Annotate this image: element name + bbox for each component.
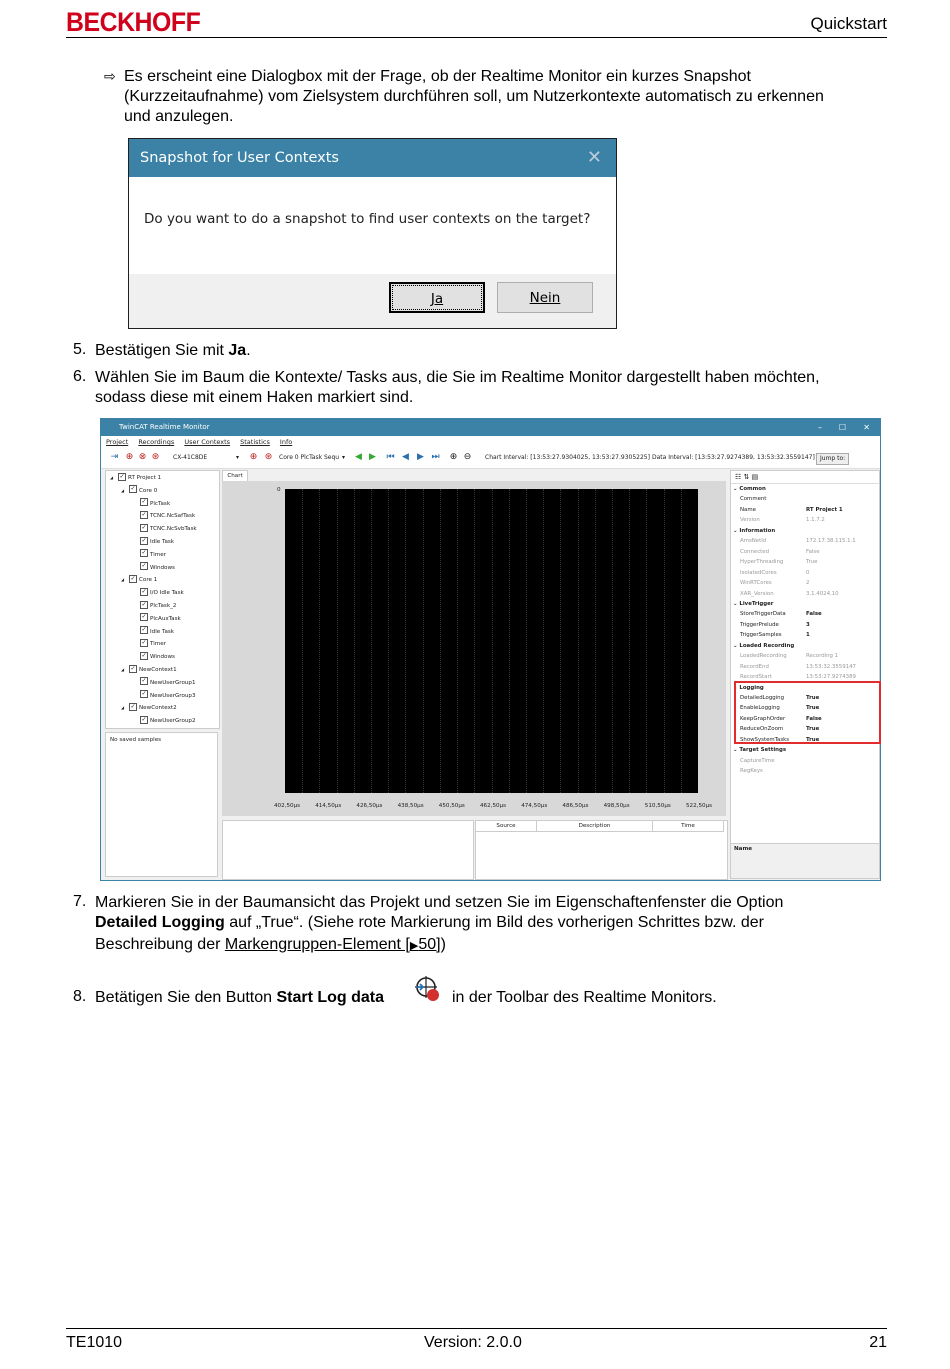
close-icon[interactable]: ✕ bbox=[586, 147, 602, 168]
tree-item[interactable] bbox=[132, 524, 197, 534]
grid-line bbox=[681, 489, 682, 793]
property-category[interactable] bbox=[731, 641, 879, 651]
property-row[interactable] bbox=[731, 651, 879, 661]
tree-item-label: Windows bbox=[150, 654, 175, 661]
property-value[interactable]: True bbox=[806, 705, 820, 712]
property-key: TriggerPrelude bbox=[740, 621, 779, 628]
intro-line-3: und anzulegen. bbox=[124, 108, 234, 125]
x-tick-label: 438,50µs bbox=[397, 803, 424, 809]
dialog-title: Snapshot for User Contexts bbox=[140, 150, 339, 166]
property-key: RecordEnd bbox=[740, 663, 769, 670]
property-key: TriggerSamples bbox=[740, 632, 782, 639]
property-key: StoreTriggerData bbox=[740, 611, 786, 618]
tree-item-label: PlcTask bbox=[150, 500, 171, 507]
checkbox-checked-icon[interactable]: ✓ bbox=[141, 690, 147, 698]
property-row[interactable] bbox=[731, 609, 879, 619]
tree-item[interactable] bbox=[110, 473, 161, 483]
property-key: IsolatedCores bbox=[740, 569, 777, 576]
sort-icon[interactable]: ⇅ bbox=[743, 473, 750, 481]
property-value[interactable]: 13:53:32.3559147 bbox=[806, 663, 856, 670]
checkbox-checked-icon[interactable]: ✓ bbox=[141, 587, 147, 595]
x-tick-label: 486,50µs bbox=[562, 803, 589, 809]
tree-item-label: TCNC.NcSafTask bbox=[150, 513, 196, 520]
property-row[interactable] bbox=[731, 766, 879, 776]
no-label: Nein bbox=[529, 290, 561, 306]
grid-line bbox=[423, 489, 424, 793]
footer-version: Version: 2.0.0 bbox=[424, 1334, 522, 1351]
logging-highlight bbox=[734, 681, 881, 744]
dialog-title-bar bbox=[129, 139, 616, 177]
grid-line bbox=[646, 489, 647, 793]
checkbox-checked-icon[interactable]: ✓ bbox=[141, 523, 147, 531]
property-row[interactable] bbox=[731, 662, 879, 672]
record-icon[interactable]: ⊕ bbox=[249, 452, 258, 462]
tree-item[interactable] bbox=[132, 627, 174, 637]
grid-line bbox=[612, 489, 613, 793]
property-category-label: ⌄ Target Settings bbox=[733, 747, 787, 754]
y-axis-zero: 0 bbox=[277, 487, 281, 493]
tree-item[interactable] bbox=[132, 511, 195, 521]
property-description bbox=[731, 843, 879, 878]
checkbox-checked-icon[interactable]: ✓ bbox=[141, 498, 147, 506]
tree-item-label: NewUserGroup2 bbox=[150, 718, 196, 725]
property-value[interactable]: False bbox=[806, 611, 822, 618]
property-value[interactable]: True bbox=[806, 559, 818, 566]
tree-item[interactable] bbox=[132, 614, 181, 624]
tree-item[interactable] bbox=[132, 691, 196, 701]
monitor-toolbar bbox=[101, 448, 880, 469]
tree-item[interactable] bbox=[132, 716, 196, 726]
grid-line bbox=[354, 489, 355, 793]
property-value[interactable]: 1 bbox=[806, 632, 810, 639]
log-table bbox=[475, 820, 728, 880]
tree-item-label: I/O Idle Task bbox=[150, 590, 184, 597]
step-7-line-3: Beschreibung der Markengruppen-Element [▶50]) bbox=[95, 936, 446, 953]
tree-item-label: Windows bbox=[150, 564, 175, 571]
checkbox-checked-icon[interactable]: ✓ bbox=[141, 549, 147, 557]
step-6-number: 6. bbox=[73, 368, 87, 385]
tree-item[interactable] bbox=[132, 639, 166, 649]
expand-icon[interactable]: ◢ bbox=[121, 487, 125, 493]
tree-item-label: NewUserGroup3 bbox=[150, 692, 196, 699]
footer-rule bbox=[66, 1328, 887, 1329]
tab-chart[interactable]: Chart bbox=[222, 470, 248, 482]
step-6-line-1: Wählen Sie im Baum die Kontexte/ Tasks aus, die Sie im Realtime Monitor dargestellt haben möchten, bbox=[95, 369, 820, 386]
tree-item-label: Timer bbox=[150, 641, 166, 648]
x-tick-label: 450,50µs bbox=[438, 803, 465, 809]
grid-line bbox=[388, 489, 389, 793]
core-select[interactable]: Core 0 PlcTask Sequ bbox=[279, 454, 340, 461]
property-row[interactable] bbox=[731, 578, 879, 588]
property-row[interactable] bbox=[731, 494, 879, 504]
property-key: Name bbox=[740, 506, 756, 513]
chart-plot bbox=[285, 489, 698, 793]
step-forward-icon[interactable]: ▶ bbox=[417, 452, 424, 462]
column-description[interactable]: Description bbox=[537, 821, 653, 832]
tree-item-label: NewContext1 bbox=[139, 667, 177, 673]
property-value[interactable]: 2 bbox=[806, 580, 810, 587]
checkbox-checked-icon[interactable]: ✓ bbox=[141, 536, 147, 544]
grid-line bbox=[629, 489, 630, 793]
tree-item[interactable] bbox=[132, 588, 184, 598]
stop-log-icon[interactable]: ⊗ bbox=[138, 452, 147, 462]
property-row[interactable] bbox=[731, 557, 879, 567]
tree-item[interactable] bbox=[121, 703, 177, 713]
property-key: ReduceOnZoom bbox=[740, 726, 784, 733]
next-icon[interactable]: ▶ bbox=[369, 452, 376, 462]
beckhoff-logo: BECKHOFF bbox=[66, 7, 201, 37]
property-row[interactable] bbox=[731, 589, 879, 599]
monitor-menu-bar bbox=[101, 436, 880, 448]
property-key: HyperThreading bbox=[740, 559, 784, 566]
tree-item-label: Idle Task bbox=[150, 539, 175, 545]
property-category[interactable] bbox=[731, 526, 879, 536]
dialog-footer bbox=[129, 274, 616, 328]
start-log-data-icon bbox=[412, 974, 442, 1004]
x-tick-label: 414,50µs bbox=[315, 803, 342, 809]
property-key: RecordStart bbox=[740, 674, 772, 681]
property-category[interactable] bbox=[731, 484, 879, 494]
checkbox-checked-icon[interactable]: ✓ bbox=[141, 677, 147, 685]
menu-project[interactable]: Project bbox=[106, 438, 129, 446]
property-value[interactable]: True bbox=[806, 695, 820, 701]
property-category[interactable] bbox=[731, 745, 879, 755]
grid-line bbox=[371, 489, 372, 793]
property-category-label: ⌄ Information bbox=[733, 527, 776, 534]
details-panel bbox=[222, 820, 474, 880]
property-row[interactable] bbox=[731, 536, 879, 546]
grid-line bbox=[526, 489, 527, 793]
x-tick-label: 426,50µs bbox=[356, 803, 383, 809]
checkbox-checked-icon[interactable]: ✓ bbox=[141, 626, 147, 634]
chart-area bbox=[222, 481, 726, 816]
property-value[interactable]: True bbox=[806, 726, 820, 733]
expand-icon[interactable]: ◢ bbox=[110, 475, 114, 480]
step-8-text-a: Betätigen Sie den Button Start Log data bbox=[95, 989, 385, 1006]
step-8-text-b: in der Toolbar des Realtime Monitors. bbox=[452, 989, 717, 1006]
property-category-label: ⌄ LiveTrigger bbox=[733, 600, 774, 607]
property-category-label: ⌄ Common bbox=[733, 486, 766, 492]
grid-line bbox=[457, 489, 458, 793]
grid-line bbox=[405, 489, 406, 793]
grid-line bbox=[302, 489, 303, 793]
property-row[interactable] bbox=[731, 568, 879, 578]
step-5-number: 5. bbox=[73, 341, 87, 358]
tree-item[interactable] bbox=[132, 601, 176, 611]
checkbox-checked-icon[interactable]: ✓ bbox=[130, 485, 136, 493]
tree-item[interactable] bbox=[121, 665, 177, 675]
checkbox-checked-icon[interactable]: ✓ bbox=[141, 715, 147, 723]
grid-line bbox=[337, 489, 338, 793]
checkbox-checked-icon[interactable]: ✓ bbox=[141, 613, 147, 621]
checkbox-checked-icon[interactable]: ✓ bbox=[119, 472, 125, 480]
saved-samples-panel: No saved samples bbox=[105, 732, 218, 877]
grid-line bbox=[543, 489, 544, 793]
property-value[interactable]: 1.1.7.2 bbox=[806, 517, 825, 524]
snapshot-dialog bbox=[128, 138, 617, 329]
step-7-line-2: Detailed Logging auf „True“. (Siehe rote Markierung im Bild des vorherigen Schrittes bzw. der bbox=[95, 914, 764, 931]
tree-item[interactable] bbox=[132, 499, 170, 509]
x-tick-label: 498,50µs bbox=[603, 803, 630, 809]
x-tick-label: 402,50µs bbox=[274, 803, 301, 809]
property-value[interactable]: False bbox=[806, 548, 820, 555]
tree-item[interactable] bbox=[121, 575, 157, 585]
expand-icon[interactable]: ◢ bbox=[121, 667, 125, 672]
menu-info[interactable]: Info bbox=[279, 438, 293, 446]
step-7-line-1: Markieren Sie in der Baumansicht das Projekt und setzen Sie im Eigenschaftenfenster die Option bbox=[95, 894, 784, 911]
realtime-monitor-window bbox=[100, 418, 881, 881]
tree-item-label: PlcTask_2 bbox=[150, 603, 177, 609]
tree-item[interactable] bbox=[132, 563, 175, 573]
property-category[interactable] bbox=[731, 599, 879, 609]
property-key: LoadedRecording bbox=[740, 653, 787, 660]
grid-line bbox=[595, 489, 596, 793]
trigger-icon[interactable]: ⊛ bbox=[264, 452, 273, 462]
property-key: Version bbox=[740, 517, 760, 524]
property-key: Connected bbox=[740, 548, 770, 555]
property-key: ShowSystemTasks bbox=[740, 736, 790, 743]
tree-item[interactable] bbox=[121, 486, 157, 496]
chevron-down-icon[interactable]: ▾ bbox=[236, 454, 240, 461]
step-back-icon[interactable]: ◀ bbox=[402, 452, 409, 462]
tree-item-label: Timer bbox=[150, 551, 166, 558]
zoom-in-icon[interactable]: ⊕ bbox=[449, 452, 458, 462]
tree-item-label: Core 1 bbox=[139, 577, 158, 584]
snapshot-icon[interactable]: ⊛ bbox=[151, 452, 160, 462]
dialog-message: Do you want to do a snapshot to find user contexts on the target? bbox=[129, 177, 616, 277]
menu-recordings[interactable]: Recordings bbox=[138, 438, 175, 446]
property-value[interactable]: Recording 1 bbox=[806, 653, 839, 660]
property-row[interactable] bbox=[731, 620, 879, 630]
grid-line bbox=[440, 489, 441, 793]
checkbox-checked-icon[interactable]: ✓ bbox=[141, 510, 147, 518]
column-time[interactable]: Time bbox=[653, 821, 724, 832]
last-icon[interactable]: ⏭ bbox=[431, 452, 440, 462]
properties-panel bbox=[730, 470, 880, 879]
chart-interval: Chart Interval: [13:53:27.9304025, 13:53:27.9305225] bbox=[485, 454, 650, 461]
property-key: EnableLogging bbox=[740, 705, 780, 712]
property-row[interactable] bbox=[731, 756, 879, 766]
property-key: DetailedLogging bbox=[740, 695, 785, 701]
property-row[interactable] bbox=[731, 505, 879, 515]
properties-toolbar bbox=[731, 471, 879, 484]
checkbox-checked-icon[interactable]: ✓ bbox=[141, 638, 147, 646]
checkbox-checked-icon[interactable]: ✓ bbox=[130, 664, 136, 672]
categorized-icon[interactable]: ☷ bbox=[735, 473, 742, 481]
property-key: WinRTCores bbox=[740, 580, 772, 587]
property-value[interactable]: 13:53:27.9274389 bbox=[806, 674, 856, 681]
tree-item-label: NewContext2 bbox=[139, 705, 177, 712]
property-category-label: ⌄ Logging bbox=[733, 684, 764, 691]
checkbox-checked-icon[interactable]: ✓ bbox=[130, 702, 136, 710]
grid-line bbox=[578, 489, 579, 793]
step-7-number: 7. bbox=[73, 893, 87, 910]
menu-user-contexts[interactable]: User Contexts bbox=[184, 438, 231, 446]
tree-item-label: TCNC.NcSvbTask bbox=[150, 526, 197, 533]
x-tick-label: 510,50µs bbox=[644, 803, 671, 809]
column-source[interactable]: Source bbox=[476, 821, 537, 832]
jump-to-button[interactable]: Jump to: bbox=[816, 453, 849, 465]
yes-label: Ja bbox=[430, 291, 444, 307]
property-category-label: ⌄ Loaded Recording bbox=[733, 642, 795, 649]
minimize-icon[interactable]: – bbox=[818, 423, 822, 432]
tree-item-label: PlcAuxTask bbox=[150, 615, 181, 622]
property-key: XAR_Version bbox=[740, 590, 774, 597]
property-row[interactable] bbox=[731, 515, 879, 525]
header-rule bbox=[66, 37, 887, 38]
chevron-down-icon[interactable]: ▾ bbox=[342, 454, 346, 461]
property-key: KeepGraphOrder bbox=[740, 715, 786, 722]
step-6-line-2: sodass diese mit einem Haken markiert sind. bbox=[95, 389, 414, 406]
property-key: RegKeys bbox=[740, 768, 763, 775]
property-key: AmsNetId bbox=[740, 538, 767, 545]
property-value[interactable]: False bbox=[806, 715, 822, 722]
grid-line bbox=[509, 489, 510, 793]
checkbox-checked-icon[interactable]: ✓ bbox=[141, 651, 147, 659]
context-tree bbox=[105, 470, 220, 729]
tree-item-label: Idle Task bbox=[150, 628, 175, 635]
property-row[interactable] bbox=[731, 547, 879, 557]
no-button[interactable] bbox=[497, 282, 593, 313]
monitor-title: TwinCAT Realtime Monitor bbox=[119, 423, 210, 431]
maximize-icon[interactable]: ☐ bbox=[838, 423, 846, 432]
tree-item[interactable] bbox=[132, 550, 166, 560]
expand-icon[interactable]: ◢ bbox=[121, 705, 125, 711]
grid-line bbox=[664, 489, 665, 793]
close-icon[interactable]: ✕ bbox=[863, 423, 870, 432]
checkbox-checked-icon[interactable]: ✓ bbox=[141, 562, 147, 570]
checkbox-checked-icon[interactable]: ✓ bbox=[130, 574, 136, 582]
section-title: Quickstart bbox=[810, 14, 887, 33]
property-key: Comment bbox=[740, 496, 767, 503]
markengruppen-link[interactable]: Markengruppen-Element [▶50] bbox=[224, 936, 441, 953]
yes-button[interactable] bbox=[389, 282, 485, 313]
result-arrow-icon: ⇨ bbox=[104, 68, 116, 84]
grid-line bbox=[474, 489, 475, 793]
grid-line bbox=[560, 489, 561, 793]
footer-page-number: 21 bbox=[869, 1334, 887, 1351]
property-key: CaptureTime bbox=[740, 757, 775, 764]
data-interval: Data Interval: [13:53:27.9274389, 13:53:32.3559147] bbox=[652, 454, 815, 461]
monitor-title-bar bbox=[101, 419, 880, 436]
grid-line bbox=[319, 489, 320, 793]
prev-icon[interactable]: ◀ bbox=[355, 452, 362, 462]
x-tick-label: 474,50µs bbox=[521, 803, 548, 809]
intro-line-1: Es erscheint eine Dialogbox mit der Frage, ob der Realtime Monitor ein kurzes Snapshot bbox=[124, 68, 751, 85]
expand-icon[interactable]: ◢ bbox=[121, 577, 125, 583]
tree-item-label: Core 0 bbox=[139, 487, 158, 494]
property-row[interactable] bbox=[731, 630, 879, 640]
tree-item[interactable] bbox=[132, 678, 196, 688]
login-icon[interactable]: ⇥ bbox=[110, 452, 119, 462]
target-select[interactable]: CX-41C8DE bbox=[173, 454, 208, 461]
tree-item-label: RT Project 1 bbox=[128, 475, 162, 481]
property-value[interactable]: 3.1.4024.10 bbox=[806, 590, 839, 597]
pages-icon[interactable]: ▤ bbox=[751, 473, 759, 481]
checkbox-checked-icon[interactable]: ✓ bbox=[141, 600, 147, 608]
zoom-out-icon[interactable]: ⊖ bbox=[463, 452, 472, 462]
step-5-text: Bestätigen Sie mit Ja. bbox=[95, 342, 251, 359]
tree-item[interactable] bbox=[132, 652, 175, 662]
property-value[interactable]: True bbox=[806, 736, 820, 743]
link-arrow-icon: ▶ bbox=[409, 940, 419, 952]
grid-line bbox=[492, 489, 493, 793]
tree-item-label: NewUserGroup1 bbox=[150, 679, 196, 686]
intro-line-2: (Kurzzeitaufnahme) vom Zielsystem durchführen soll, um Nutzerkontexte automatisch zu erkennen bbox=[124, 88, 824, 105]
first-icon[interactable]: ⏮ bbox=[386, 452, 395, 462]
x-tick-label: 462,50µs bbox=[480, 803, 507, 809]
start-log-icon[interactable]: ⊕ bbox=[125, 452, 134, 462]
property-value[interactable]: 0 bbox=[806, 569, 810, 576]
property-value[interactable]: 3 bbox=[806, 621, 810, 628]
property-value[interactable]: 172.17.38.115.1.1 bbox=[806, 538, 856, 545]
footer-doc-id: TE1010 bbox=[66, 1334, 123, 1351]
property-value[interactable]: RT Project 1 bbox=[806, 506, 843, 513]
tree-item[interactable] bbox=[132, 537, 174, 547]
x-tick-label: 522,50µs bbox=[686, 803, 713, 809]
property-description-title: Name bbox=[734, 846, 753, 852]
menu-statistics[interactable]: Statistics bbox=[240, 438, 270, 446]
step-8-number: 8. bbox=[73, 988, 87, 1005]
